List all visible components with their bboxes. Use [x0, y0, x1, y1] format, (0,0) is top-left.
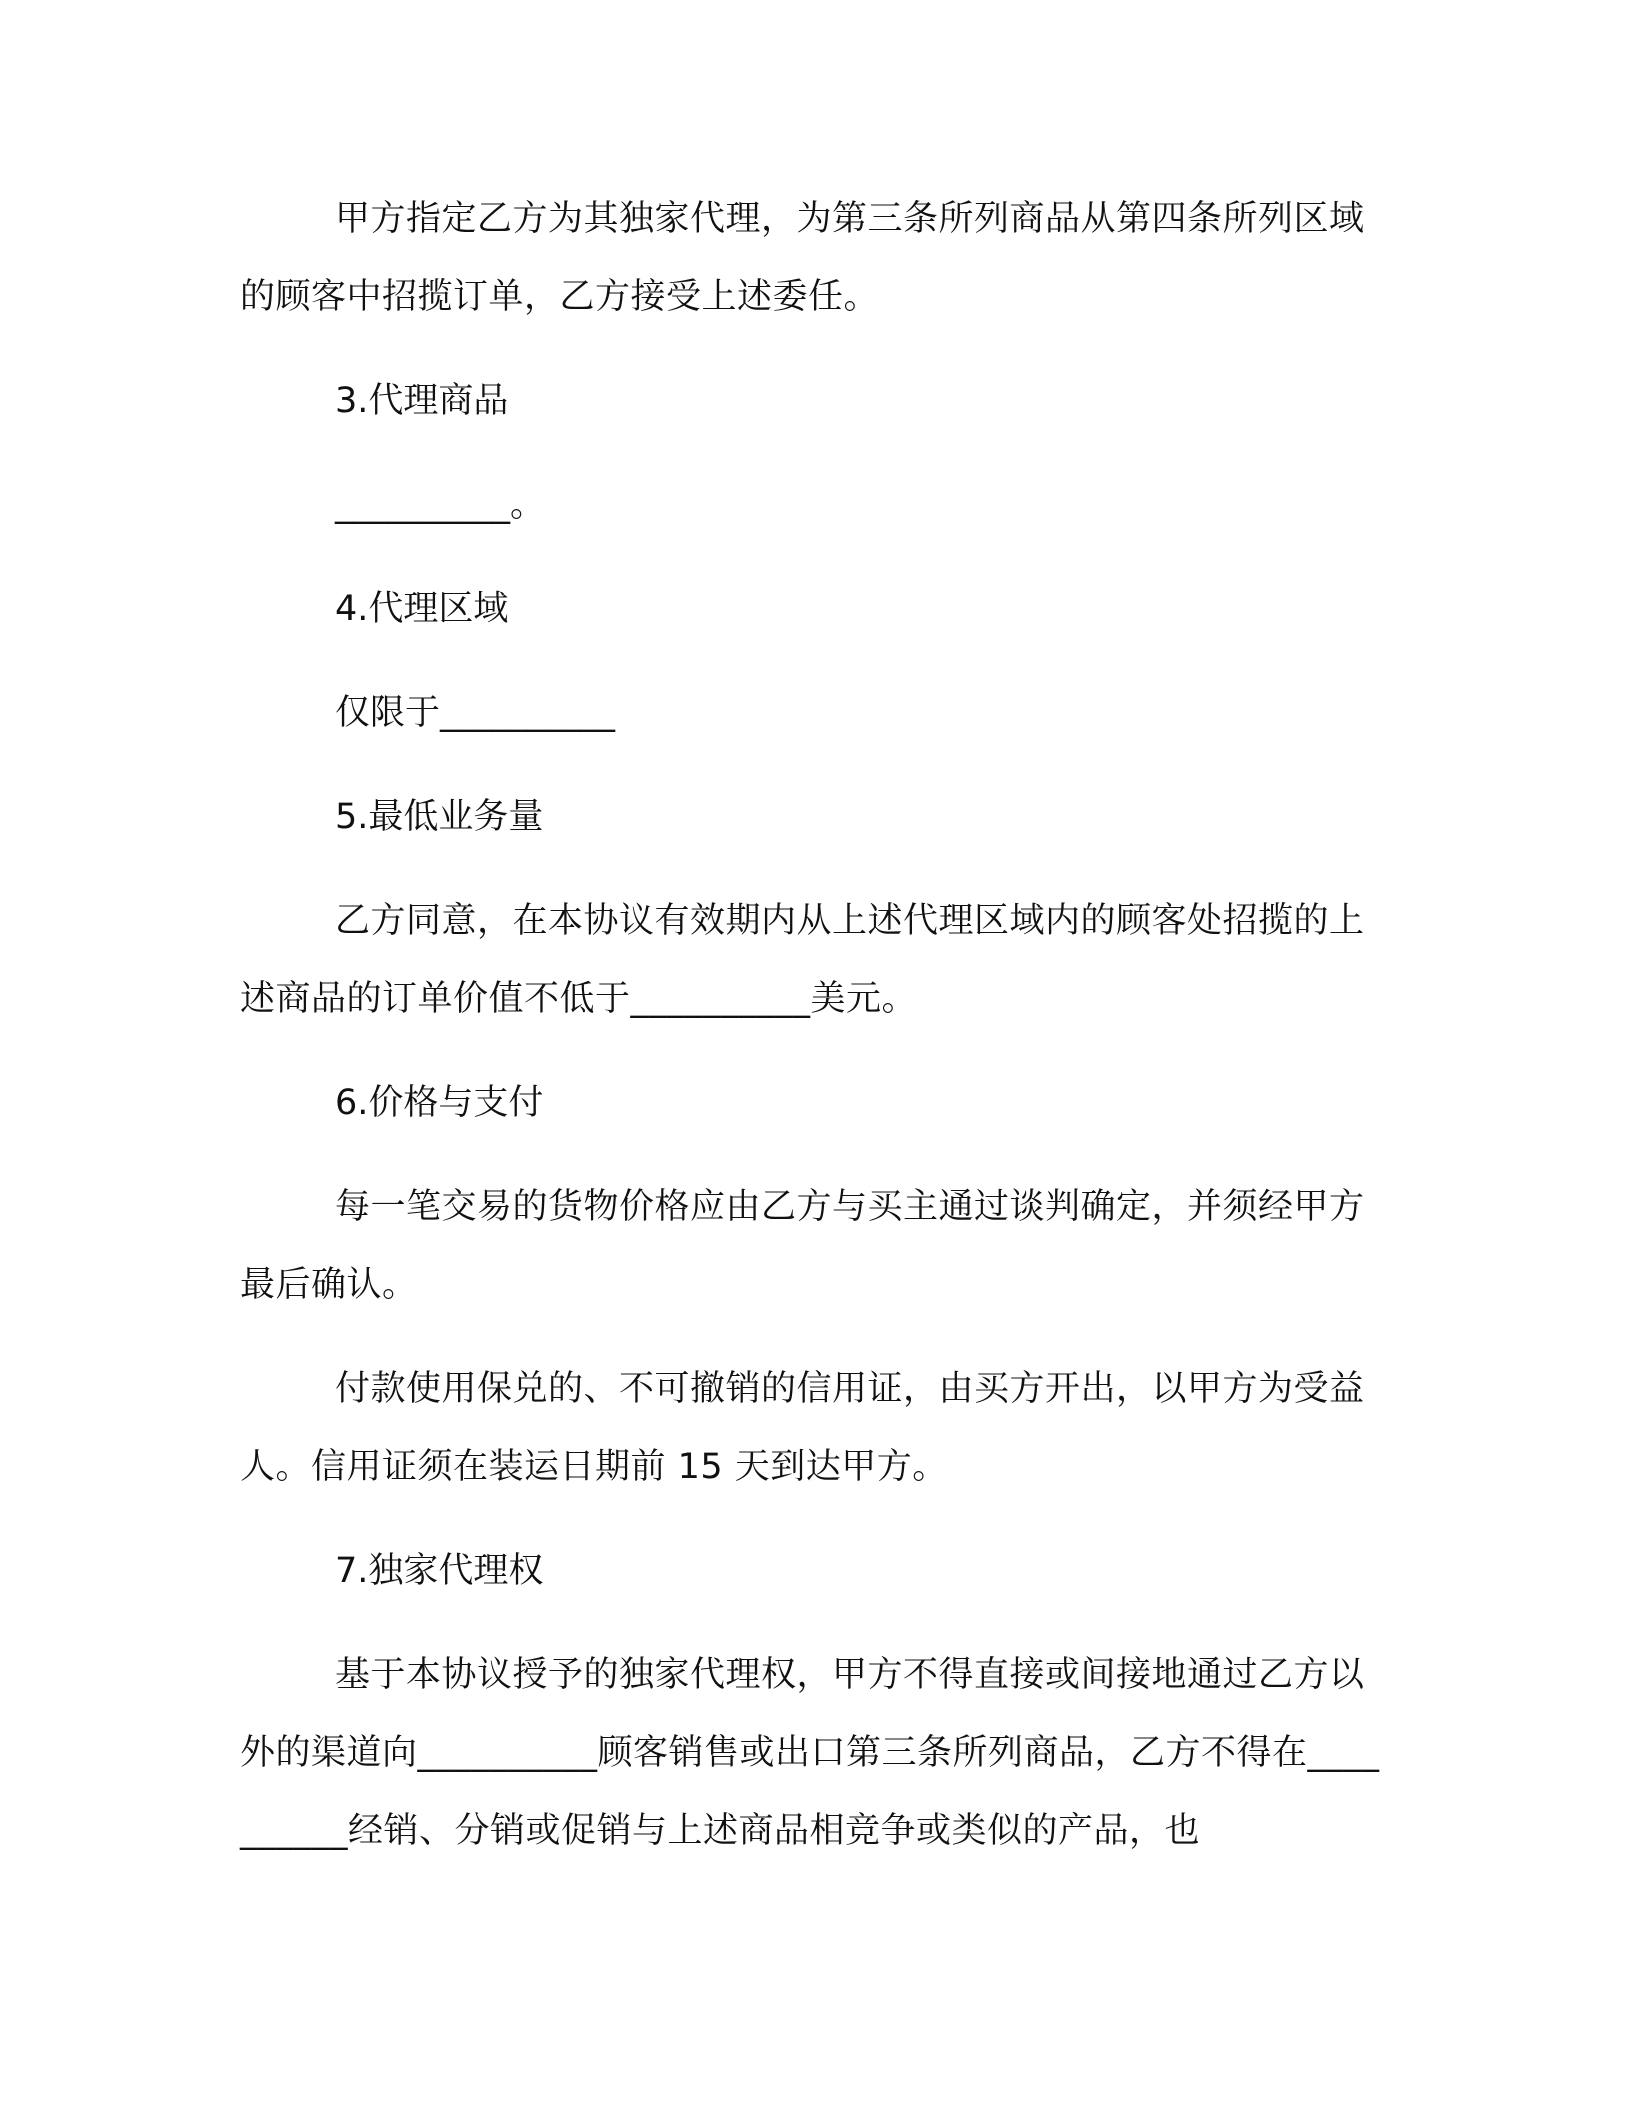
- heading-agency-territory: 4.代理区域: [335, 589, 509, 629]
- heading-exclusive-right: 7.独家代理权: [335, 1551, 544, 1591]
- heading-price-payment: 6.价格与支付: [335, 1083, 544, 1123]
- paragraph-appointment: 甲方指定乙方为其独家代理，为第三条所列商品从第四条所列区域的顾客中招揽订单，乙方接受上述委任。: [240, 199, 1365, 317]
- document-body: [240, 180, 1380, 1870]
- paragraph-exclusive-right: 基于本协议授予的独家代理权，甲方不得直接或间接地通过乙方以外的渠道向__________顾客销售或出口第三条所列商品，乙方不得在__________经销、分销或促销与上述商品相竞争或类似的产品，也: [240, 1655, 1380, 1851]
- heading-agency-goods: 3.代理商品: [335, 381, 509, 421]
- heading-minimum-turnover: 5.最低业务量: [335, 797, 544, 837]
- paragraph-goods-blank: __________。: [335, 485, 546, 525]
- paragraph-price: 每一笔交易的货物价格应由乙方与买主通过谈判确定，并须经甲方最后确认。: [240, 1187, 1365, 1305]
- paragraph-payment: 付款使用保兑的、不可撤销的信用证，由买方开出，以甲方为受益人。信用证须在装运日期前 15 天到达甲方。: [240, 1369, 1365, 1487]
- paragraph-territory: 仅限于__________: [335, 693, 616, 733]
- paragraph-minimum-turnover: 乙方同意，在本协议有效期内从上述代理区域内的顾客处招揽的上述商品的订单价值不低于__________美元。: [240, 901, 1365, 1019]
